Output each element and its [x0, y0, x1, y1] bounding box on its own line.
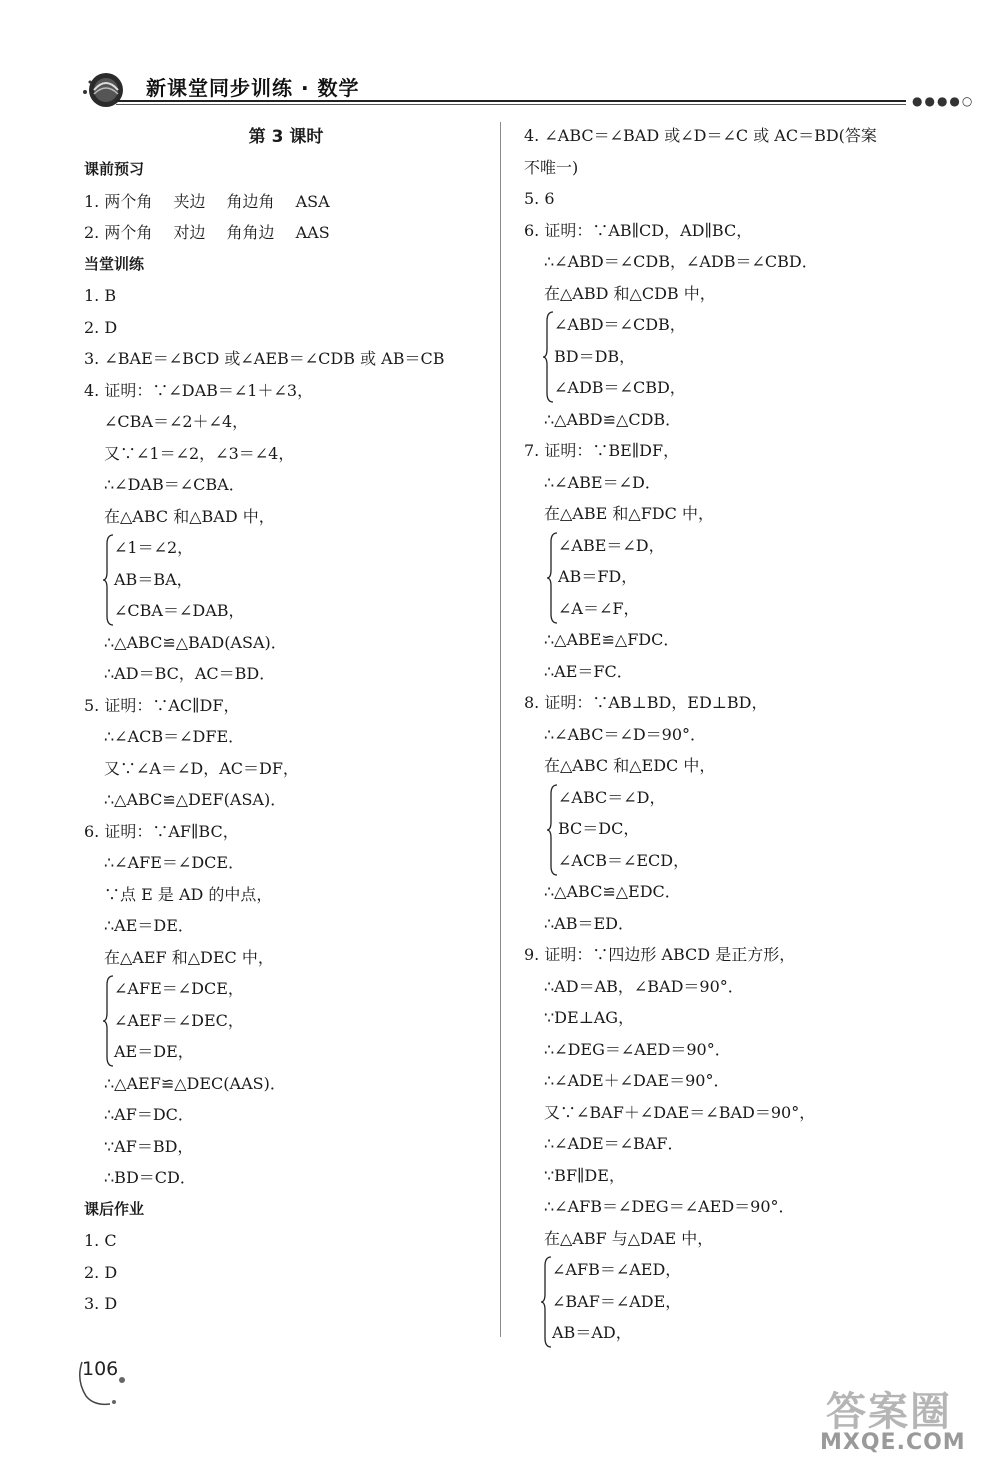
brace-line: ∠AFE＝∠DCE，	[114, 979, 244, 998]
answer-line: 1. 两个角 夹边 角边角 ASA	[84, 191, 330, 211]
answer-line: ∴BD＝CD．	[104, 1168, 196, 1187]
answer-line: ∴∠ABE＝∠D．	[544, 472, 661, 492]
brace-line: ∠1＝∠2，	[114, 538, 194, 557]
answer-line: ∴∠ADE＝∠BAF．	[544, 1134, 684, 1153]
answer-line: ∵点 E 是 AD 的中点，	[104, 884, 273, 904]
homework-answers	[84, 1225, 488, 1320]
right-answers-c	[524, 624, 934, 782]
answer-line: 9. 证明：∵四边形 ABCD 是正方形，	[524, 945, 796, 964]
left-brace-icon	[546, 784, 558, 876]
answer-line: 在△ABD 和△CDB 中，	[544, 283, 716, 303]
section-homework: 课后作业	[84, 1199, 145, 1218]
brace-line: AB＝BA，	[114, 569, 193, 589]
left-column	[84, 120, 488, 1320]
brace-line: ∠BAF＝∠ADE，	[552, 1291, 682, 1311]
answer-line: 在△ABE 和△FDC 中，	[544, 504, 714, 523]
answer-line: 1. C	[84, 1231, 117, 1250]
answer-line: ∴∠ABC＝∠D＝90°．	[544, 724, 707, 744]
answer-line: 1. B	[84, 286, 117, 305]
header-rule-thin	[116, 104, 906, 105]
section-preview: 课前预习	[84, 160, 145, 178]
answer-line: ∴△ABC≌△DEF(ASA)．	[104, 790, 287, 809]
answer-line: 又∵∠1＝∠2，∠3＝∠4，	[104, 443, 295, 463]
answer-line: ∵BF∥DE，	[544, 1165, 625, 1185]
brace-line: ∠A＝∠F，	[558, 598, 640, 618]
answer-line: ∴∠AFB＝∠DEG＝∠AED＝90°．	[544, 1197, 795, 1216]
lesson-title: 第 3 课时	[248, 127, 324, 147]
answer-line: 不唯一)	[524, 157, 579, 177]
answer-line: 在△AEF 和△DEC 中，	[104, 947, 274, 967]
brace-line: ∠ABD＝∠CDB，	[554, 315, 686, 334]
answer-line: ∴AF＝DC．	[104, 1105, 194, 1124]
header-title: 新课堂同步训练 · 数学	[146, 76, 360, 100]
watermark-url: MXQE.COM	[820, 1430, 966, 1455]
header-dots: ●●●●○	[912, 94, 975, 108]
answer-line: 3. D	[84, 1294, 118, 1313]
brace-line: BC＝DC，	[558, 819, 640, 838]
book-logo-icon	[80, 68, 124, 112]
answer-line: ∴AD＝BC，AC＝BD．	[104, 664, 276, 683]
answer-line: ∴△ABC≌△BAD(ASA)．	[104, 632, 287, 652]
answer-line: 5. 6	[524, 189, 555, 208]
answer-line: 6. 证明：∵AB∥CD，AD∥BC，	[524, 220, 753, 240]
brace-line: ∠ACB＝∠ECD，	[558, 850, 690, 870]
brace-line: ∠ADB＝∠CBD，	[554, 378, 686, 397]
left-brace-icon	[546, 532, 558, 624]
answer-line: 7. 证明：∵BE∥DF，	[524, 441, 680, 460]
answer-line: ∴△AEF≌△DEC(AAS)．	[104, 1073, 286, 1093]
left-brace-icon	[102, 534, 114, 626]
answer-line: 又∵∠A＝∠D，AC＝DF，	[104, 758, 299, 778]
brace-line: ∠ABC＝∠D，	[558, 787, 666, 807]
page-number: 106	[82, 1358, 119, 1380]
brace-system	[524, 1254, 934, 1349]
brace-line: ∠AEF＝∠DEC，	[114, 1010, 244, 1030]
answer-line: ∴∠DAB＝∠CBA．	[104, 475, 245, 494]
left-brace-icon	[542, 311, 554, 403]
answer-line: 在△ABC 和△EDC 中，	[544, 756, 716, 775]
brace-system	[524, 530, 934, 625]
brace-line: ∠CBA＝∠DAB，	[114, 601, 245, 620]
answer-line: 8. 证明：∵AB⊥BD，ED⊥BD，	[524, 693, 768, 712]
right-answers-a	[524, 120, 934, 309]
answer-line: 4. 证明：∵∠DAB＝∠1＋∠3，	[84, 380, 314, 400]
left-brace-icon	[102, 975, 114, 1067]
brace-system	[524, 782, 934, 877]
answer-line: ∴∠ACB＝∠DFE．	[104, 727, 245, 746]
answer-line: 在△ABF 与△DAE 中，	[544, 1228, 714, 1248]
left-brace-icon	[540, 1256, 552, 1348]
brace-line: ∠ABE＝∠D，	[558, 535, 665, 555]
column-divider	[500, 122, 501, 1337]
answer-line: ∵DE⊥AG，	[544, 1008, 635, 1027]
answer-line: 又∵∠BAF＋∠DAE＝∠BAD＝90°，	[544, 1102, 816, 1122]
brace-line: ∠AFB＝∠AED，	[552, 1260, 682, 1279]
answer-line: ∴AE＝FC．	[544, 661, 633, 681]
section-class: 当堂训练	[84, 254, 145, 273]
answer-line: ∴AB＝ED．	[544, 913, 635, 933]
answer-line: ∴AD＝AB，∠BAD＝90°．	[544, 976, 744, 996]
answer-line: ∴∠ADE＋∠DAE＝90°．	[544, 1071, 730, 1090]
answer-line: ∴∠DEG＝∠AED＝90°．	[544, 1039, 731, 1059]
right-column	[524, 120, 934, 1349]
answer-line: 3. ∠BAE＝∠BCD 或∠AEB＝∠CDB 或 AB＝CB	[84, 349, 445, 368]
answer-line: ∵AF＝BD，	[104, 1136, 194, 1156]
right-answers-d	[524, 876, 934, 1254]
class-answers-cont	[84, 627, 488, 974]
class-answers	[84, 280, 488, 532]
right-answers-b	[524, 404, 934, 530]
preview-answers	[84, 186, 488, 249]
answer-line: ∴△ABE≌△FDC．	[544, 630, 680, 649]
answer-line: 2. 两个角 对边 角角边 AAS	[84, 223, 330, 242]
answer-line: ∠CBA＝∠2＋∠4，	[104, 412, 249, 431]
header-rule	[116, 100, 906, 102]
brace-system	[84, 973, 488, 1068]
brace-line: AB＝FD，	[558, 567, 638, 586]
answer-line: 2. D	[84, 317, 118, 337]
answer-line: ∴△ABC≌△EDC．	[544, 882, 681, 901]
watermark-logo: 答案圈	[826, 1389, 952, 1435]
answer-line: ∴∠AFE＝∠DCE．	[104, 853, 245, 872]
answer-line: ∴∠ABD＝∠CDB，∠ADB＝∠CBD．	[544, 252, 818, 271]
answer-line: 2. D	[84, 1262, 118, 1282]
brace-line: BD＝DB，	[554, 346, 636, 366]
answer-line: 在△ABC 和△BAD 中，	[104, 506, 275, 526]
brace-line: AE＝DE，	[114, 1042, 194, 1061]
answer-line: 6. 证明：∵AF∥BC，	[84, 821, 239, 841]
class-answers-end	[84, 1068, 488, 1194]
brace-system	[84, 532, 488, 627]
answer-line: 5. 证明：∵AC∥DF，	[84, 695, 240, 715]
brace-system	[524, 309, 934, 404]
answer-line: ∴AE＝DE．	[104, 916, 194, 935]
page-header	[60, 62, 975, 112]
brace-line: AB＝AD，	[552, 1323, 632, 1342]
answer-line: ∴△ABD≌△CDB．	[544, 409, 682, 429]
answer-line: 4. ∠ABC＝∠BAD 或∠D＝∠C 或 AC＝BD(答案	[524, 126, 877, 145]
